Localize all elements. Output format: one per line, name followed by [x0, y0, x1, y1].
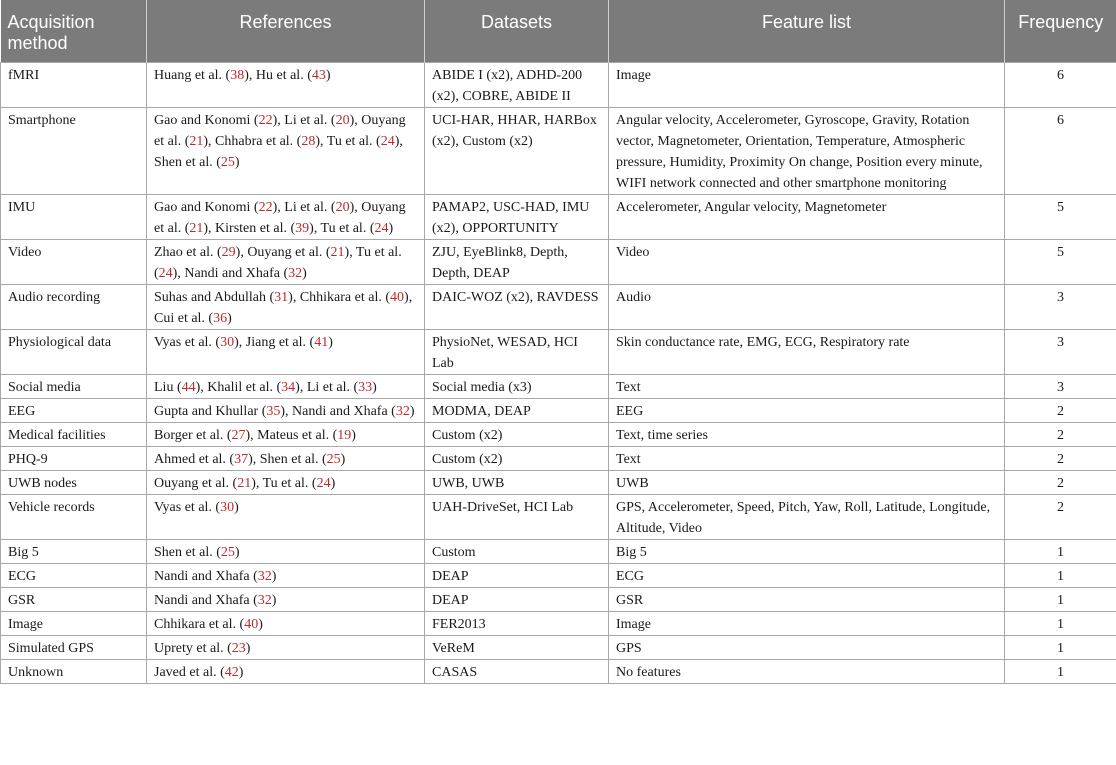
reference-text: , Li et al. (	[277, 112, 336, 128]
reference-text: )	[245, 640, 251, 656]
reference-text: , Shen et al. (	[252, 451, 327, 467]
reference-text: Vyas et al. (	[154, 334, 221, 350]
cell-frequency: 2	[1005, 398, 1116, 422]
reference-text: , Tu et al. (	[255, 475, 317, 491]
cell-features: Image	[609, 611, 1005, 635]
reference-text: )	[351, 427, 356, 443]
citation-link[interactable]: 25	[220, 154, 235, 170]
cell-datasets: CASAS	[425, 659, 609, 683]
reference-text: )	[309, 220, 314, 236]
cell-frequency: 1	[1005, 587, 1116, 611]
reference-text: Javed et al. (	[154, 664, 225, 680]
cell-features: Audio	[609, 284, 1005, 329]
reference-text: Gupta and Khullar (	[154, 403, 267, 419]
citation-link[interactable]: 36	[213, 310, 228, 326]
cell-references	[147, 563, 425, 587]
reference-text: )	[280, 403, 286, 419]
cell-method: PHQ-9	[1, 446, 147, 470]
table-row	[1, 107, 1116, 194]
citation-link[interactable]: 42	[224, 664, 239, 680]
cell-features: Big 5	[609, 539, 1005, 563]
citation-link[interactable]: 44	[181, 379, 196, 395]
cell-references	[147, 239, 425, 284]
reference-text: Ahmed et al. (	[154, 451, 235, 467]
reference-text: )	[271, 592, 277, 608]
reference-text: )	[234, 544, 240, 560]
cell-references	[147, 329, 425, 374]
reference-text: Liu (	[154, 379, 182, 395]
reference-text: Gao and Konomi (	[154, 112, 259, 128]
citation-link[interactable]: 20	[335, 112, 350, 128]
cell-frequency: 2	[1005, 494, 1116, 539]
header-row	[1, 0, 1116, 62]
reference-text: , Khalil et al. (	[200, 379, 282, 395]
reference-text: , Tu et al. (	[313, 220, 375, 236]
reference-text: )	[315, 133, 321, 149]
cell-method: EEG	[1, 398, 147, 422]
table-row	[1, 284, 1116, 329]
reference-text: , Ouyang et al. (	[154, 199, 406, 236]
citation-link[interactable]: 39	[295, 220, 310, 236]
cell-datasets: Custom (x2)	[425, 446, 609, 470]
cell-method: IMU	[1, 194, 147, 239]
citation-link[interactable]: 20	[335, 199, 350, 215]
reference-text: )	[409, 403, 415, 419]
reference-text: Chhikara et al. (	[154, 616, 245, 632]
reference-text: )	[244, 67, 249, 83]
cell-method: Unknown	[1, 659, 147, 683]
reference-text: , Li et al. (	[277, 199, 336, 215]
reference-text: Huang et al. (	[154, 67, 231, 83]
cell-datasets: UWB, UWB	[425, 470, 609, 494]
table-row	[1, 194, 1116, 239]
cell-references	[147, 194, 425, 239]
reference-text: , Hu et al. (	[248, 67, 312, 83]
cell-features: Accelerometer, Angular velocity, Magnetometer	[609, 194, 1005, 239]
cell-datasets: VeReM	[425, 635, 609, 659]
cell-datasets: DEAP	[425, 563, 609, 587]
cell-datasets: FER2013	[425, 611, 609, 635]
cell-method: Big 5	[1, 539, 147, 563]
citation-link[interactable]: 30	[220, 499, 235, 515]
cell-datasets: Custom	[425, 539, 609, 563]
cell-references	[147, 284, 425, 329]
citation-link[interactable]: 21	[189, 133, 204, 149]
cell-datasets: Custom (x2)	[425, 422, 609, 446]
reference-text: )	[394, 133, 400, 149]
cell-features: ECG	[609, 563, 1005, 587]
citation-link[interactable]: 43	[311, 67, 326, 83]
cell-frequency: 1	[1005, 539, 1116, 563]
citation-link[interactable]: 32	[257, 592, 272, 608]
reference-text: , Chhikara et al. (	[292, 289, 391, 305]
cell-references	[147, 422, 425, 446]
citation-link[interactable]: 35	[266, 403, 281, 419]
cell-features: Angular velocity, Accelerometer, Gyroscope, Gravity, Rotation vector, Magnetometer, Orientation, Temperature, Atmospheric pressure, Humidity, Proximity On change, Position every minute, WIFI network connected and other smartphone monitoring	[609, 107, 1005, 194]
reference-text: Uprety et al. (	[154, 640, 232, 656]
reference-text: , Tu et al. (	[320, 133, 381, 149]
reference-text: )	[272, 112, 278, 128]
cell-features: Skin conductance rate, EMG, ECG, Respiratory rate	[609, 329, 1005, 374]
cell-features: Text	[609, 374, 1005, 398]
citation-link[interactable]: 41	[314, 334, 329, 350]
cell-frequency: 6	[1005, 107, 1116, 194]
reference-text: )	[195, 379, 201, 395]
cell-references	[147, 446, 425, 470]
reference-text: )	[248, 451, 253, 467]
table-row	[1, 587, 1116, 611]
cell-references	[147, 587, 425, 611]
cell-references	[147, 374, 425, 398]
citation-link[interactable]: 21	[189, 220, 204, 236]
reference-text: )	[251, 475, 256, 491]
reference-text: )	[295, 379, 300, 395]
cell-method: Physiological data	[1, 329, 147, 374]
cell-frequency: 2	[1005, 470, 1116, 494]
reference-text: Suhas and Abdullah (	[154, 289, 275, 305]
citation-link[interactable]: 19	[337, 427, 352, 443]
cell-features: GSR	[609, 587, 1005, 611]
reference-text: )	[302, 265, 307, 281]
cell-method: Simulated GPS	[1, 635, 147, 659]
citation-link[interactable]: 25	[326, 451, 341, 467]
cell-frequency: 1	[1005, 635, 1116, 659]
citation-link[interactable]: 38	[230, 67, 245, 83]
cell-datasets: DEAP	[425, 587, 609, 611]
table-row	[1, 329, 1116, 374]
reference-text: )	[203, 133, 209, 149]
reference-text: , Kirsten et al. (	[208, 220, 296, 236]
reference-text: , Shen et al. (	[154, 133, 403, 170]
citation-link[interactable]: 32	[395, 403, 410, 419]
cell-frequency: 3	[1005, 284, 1116, 329]
header-acquisition-method: Acquisition method	[1, 0, 147, 62]
cell-references	[147, 62, 425, 107]
reference-text: )	[340, 451, 346, 467]
reference-text: , Jiang et al. (	[238, 334, 315, 350]
reference-text: )	[172, 265, 178, 281]
citation-link[interactable]: 24	[158, 265, 173, 281]
reference-text: )	[328, 334, 333, 350]
cell-frequency: 3	[1005, 374, 1116, 398]
citation-link[interactable]: 21	[237, 475, 252, 491]
reference-text: )	[245, 427, 251, 443]
table-row	[1, 374, 1116, 398]
cell-features: No features	[609, 659, 1005, 683]
cell-method: Audio recording	[1, 284, 147, 329]
reference-text: )	[235, 244, 241, 260]
table-row	[1, 239, 1116, 284]
table-row	[1, 611, 1116, 635]
cell-references	[147, 398, 425, 422]
cell-features: Text, time series	[609, 422, 1005, 446]
reference-text: , Cui et al. (	[154, 289, 413, 326]
table-row	[1, 446, 1116, 470]
table-header	[1, 0, 1116, 62]
reference-text: , Nandi and Xhafa (	[285, 403, 396, 419]
reference-text: )	[372, 379, 377, 395]
citation-link[interactable]: 24	[380, 133, 395, 149]
cell-features: EEG	[609, 398, 1005, 422]
cell-features: Video	[609, 239, 1005, 284]
citation-link[interactable]: 22	[258, 112, 273, 128]
reference-text: Borger et al. (	[154, 427, 232, 443]
citation-link[interactable]: 40	[244, 616, 259, 632]
cell-references	[147, 107, 425, 194]
citation-link[interactable]: 30	[220, 334, 235, 350]
reference-text: Nandi and Xhafa (	[154, 592, 258, 608]
cell-frequency: 1	[1005, 611, 1116, 635]
citation-link[interactable]: 31	[274, 289, 289, 305]
citation-link[interactable]: 29	[221, 244, 236, 260]
reference-text: )	[388, 220, 394, 236]
cell-datasets: ZJU, EyeBlink8, Depth, Depth, DEAP	[425, 239, 609, 284]
header-feature-list: Feature list	[609, 0, 1005, 62]
cell-method: Medical facilities	[1, 422, 147, 446]
reference-text: )	[404, 289, 409, 305]
reference-text: )	[288, 289, 293, 305]
cell-datasets: UAH-DriveSet, HCI Lab	[425, 494, 609, 539]
reference-text: , Chhabra et al. (	[208, 133, 302, 149]
cell-method: Social media	[1, 374, 147, 398]
cell-references	[147, 635, 425, 659]
cell-datasets: Social media (x3)	[425, 374, 609, 398]
cell-method: Vehicle records	[1, 494, 147, 539]
cell-method: ECG	[1, 563, 147, 587]
cell-datasets: MODMA, DEAP	[425, 398, 609, 422]
cell-features: GPS	[609, 635, 1005, 659]
cell-references	[147, 539, 425, 563]
citation-link[interactable]: 24	[374, 220, 389, 236]
citation-link[interactable]: 25	[220, 544, 235, 560]
cell-datasets: ABIDE I (x2), ADHD-200 (x2), COBRE, ABIDE II	[425, 62, 609, 107]
reference-text: , Nandi and Xhafa (	[177, 265, 289, 281]
table-row	[1, 422, 1116, 446]
reference-text: )	[234, 499, 239, 515]
cell-method: UWB nodes	[1, 470, 147, 494]
cell-datasets: PhysioNet, WESAD, HCI Lab	[425, 329, 609, 374]
reference-text: )	[238, 664, 244, 680]
reference-text: )	[325, 67, 331, 83]
reference-text: )	[271, 568, 277, 584]
header-references: References	[147, 0, 425, 62]
citation-link[interactable]: 28	[301, 133, 316, 149]
reference-text: )	[349, 112, 355, 128]
cell-frequency: 6	[1005, 62, 1116, 107]
citation-link[interactable]: 27	[231, 427, 246, 443]
cell-method: Video	[1, 239, 147, 284]
reference-text: )	[203, 220, 209, 236]
cell-frequency: 3	[1005, 329, 1116, 374]
cell-references	[147, 494, 425, 539]
table-row	[1, 470, 1116, 494]
reference-text: )	[349, 199, 355, 215]
citation-link[interactable]: 32	[257, 568, 272, 584]
table-row	[1, 62, 1116, 107]
header-datasets: Datasets	[425, 0, 609, 62]
reference-text: , Ouyang et al. (	[240, 244, 331, 260]
citation-link[interactable]: 40	[390, 289, 405, 305]
cell-references	[147, 659, 425, 683]
cell-frequency: 2	[1005, 422, 1116, 446]
table-row	[1, 398, 1116, 422]
table-body	[1, 62, 1116, 683]
cell-frequency: 1	[1005, 563, 1116, 587]
citation-link[interactable]: 23	[231, 640, 246, 656]
reference-text: )	[234, 334, 239, 350]
table-row	[1, 635, 1116, 659]
cell-method: fMRI	[1, 62, 147, 107]
reference-text: Vyas et al. (	[154, 499, 221, 515]
cell-references	[147, 470, 425, 494]
cell-datasets: UCI-HAR, HHAR, HARBox (x2), Custom (x2)	[425, 107, 609, 194]
header-frequency: Frequency	[1005, 0, 1116, 62]
citation-link[interactable]: 33	[358, 379, 373, 395]
cell-method: Image	[1, 611, 147, 635]
table-row	[1, 659, 1116, 683]
cell-datasets: PAMAP2, USC-HAD, IMU (x2), OPPORTUNITY	[425, 194, 609, 239]
reference-text: Gao and Konomi (	[154, 199, 259, 215]
reference-text: )	[330, 475, 336, 491]
table-row	[1, 539, 1116, 563]
reference-text: Nandi and Xhafa (	[154, 568, 258, 584]
cell-frequency: 2	[1005, 446, 1116, 470]
reference-text: )	[272, 199, 278, 215]
cell-method: Smartphone	[1, 107, 147, 194]
table-row	[1, 563, 1116, 587]
reference-text: )	[258, 616, 263, 632]
table-row	[1, 494, 1116, 539]
citation-link[interactable]: 21	[330, 244, 345, 260]
reference-text: Ouyang et al. (	[154, 475, 238, 491]
reference-text: Zhao et al. (	[154, 244, 222, 260]
cell-features: Text	[609, 446, 1005, 470]
reference-text: , Li et al. (	[299, 379, 359, 395]
reference-text: , Mateus et al. (	[250, 427, 338, 443]
cell-references	[147, 611, 425, 635]
reference-text: , Tu et al. (	[154, 244, 402, 281]
citation-link[interactable]: 24	[316, 475, 331, 491]
reference-text: )	[234, 154, 240, 170]
reference-text: , Ouyang et al. (	[154, 112, 406, 149]
citation-link[interactable]: 37	[234, 451, 249, 467]
citation-link[interactable]: 22	[258, 199, 273, 215]
reference-text: Shen et al. (	[154, 544, 221, 560]
reference-text: )	[227, 310, 232, 326]
cell-method: GSR	[1, 587, 147, 611]
cell-frequency: 5	[1005, 239, 1116, 284]
cell-features: Image	[609, 62, 1005, 107]
citation-link[interactable]: 32	[288, 265, 303, 281]
cell-features: GPS, Accelerometer, Speed, Pitch, Yaw, Roll, Latitude, Longitude, Altitude, Video	[609, 494, 1005, 539]
cell-datasets: DAIC-WOZ (x2), RAVDESS	[425, 284, 609, 329]
cell-features: UWB	[609, 470, 1005, 494]
cell-frequency: 1	[1005, 659, 1116, 683]
cell-frequency: 5	[1005, 194, 1116, 239]
reference-text: )	[344, 244, 350, 260]
citation-link[interactable]: 34	[281, 379, 296, 395]
